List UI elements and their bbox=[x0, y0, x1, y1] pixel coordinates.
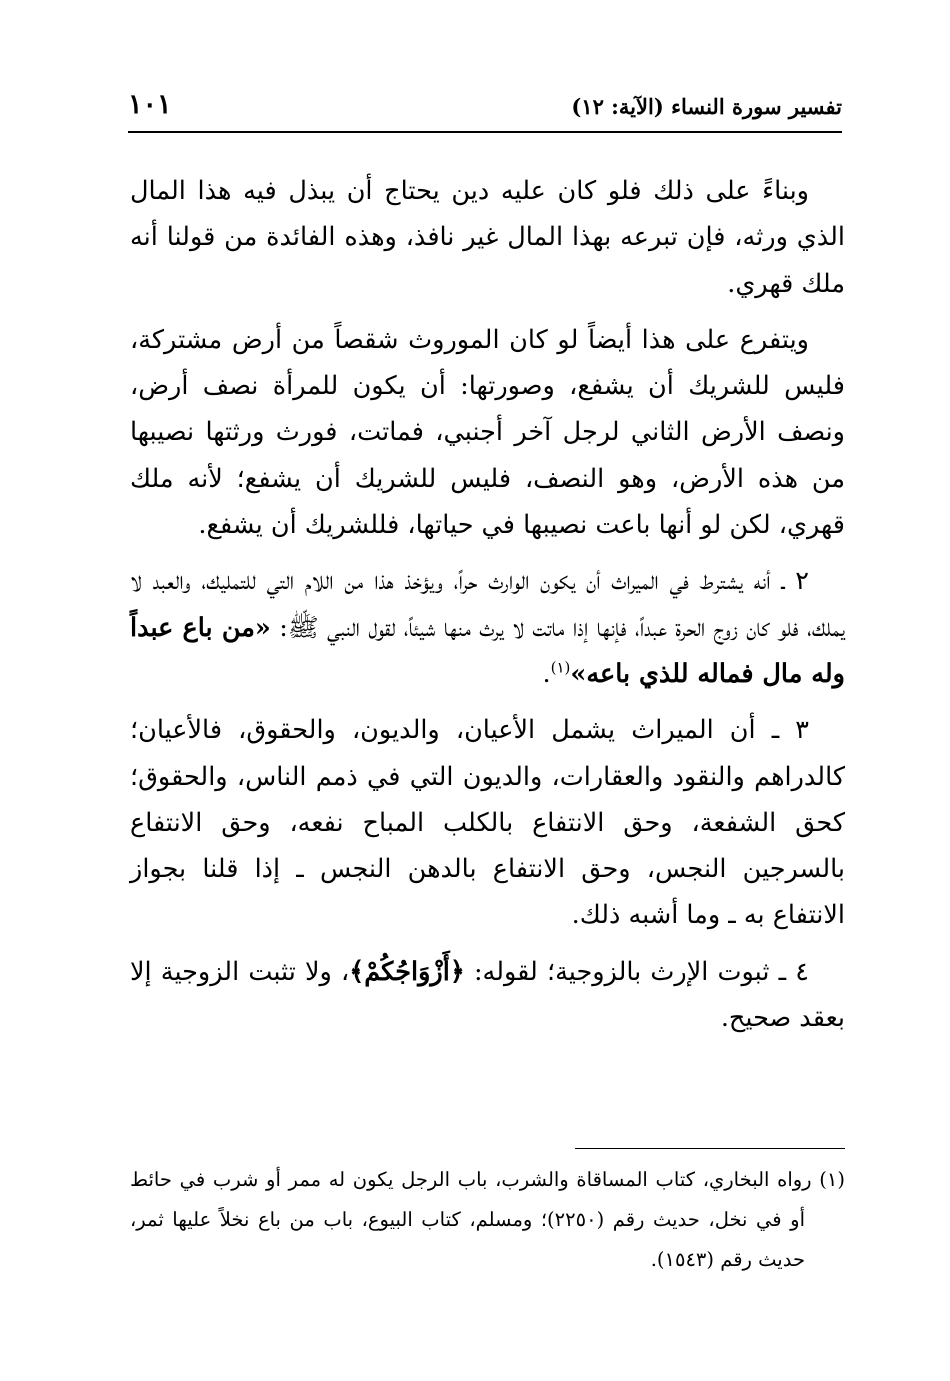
paragraph-5-end: ، ولا تثبت الزوجية إلا بعقد صحيح. bbox=[130, 956, 845, 1034]
paragraph-3-text: ٢ ـ أنه يشترط في الميراث أن يكون الوارث حراً، ويؤخذ هذا من اللام التي للتمليك، والعبد لا يملك، فلو كان زوج الحرة عبداً، فإنها إذا ماتت لا يرث منها شيئاً، لقول النبي ﷺ: bbox=[130, 566, 845, 643]
footnote-divider bbox=[575, 1148, 845, 1149]
running-title: تفسير سورة النساء (الآية: ١٢) bbox=[571, 94, 842, 119]
paragraph-3-end: . bbox=[542, 658, 551, 689]
paragraph-1: وبناءً على ذلك فلو كان عليه دين يحتاج أن يبذل فيه هذا المال الذي ورثه، فإن تبرعه بهذا المال غير نافذ، وهذه الفائدة من قولنا أنه ملك قهري. bbox=[130, 176, 845, 299]
page-header bbox=[128, 88, 842, 128]
footnote-1: (١) رواه البخاري، كتاب المساقاة والشرب، باب الرجل يكون له ممر أو شرب في حائط أو في نخل، حديث رقم (٢٢٥٠)؛ ومسلم، كتاب البيوع، باب من باع نخلاً عليها ثمر، حديث رقم (١٥٤٣). bbox=[130, 1168, 845, 1271]
header-divider bbox=[128, 131, 842, 133]
paragraph-4: ٣ ـ أن الميراث يشمل الأعيان، والديون، والحقوق، فالأعيان؛ كالدراهم والنقود والعقارات، والديون التي في ذمم الناس، والحقوق؛ كحق الشفعة، وحق الانتفاع بالكلب المباح نفعه، وحق الانتفاع بالسرجين النجس، وحق الانتفاع بالدهن النجس ـ إذا قلنا بجواز الانتفاع به ـ وما أشبه ذلك. bbox=[130, 715, 845, 931]
paragraph-5 bbox=[130, 949, 845, 1042]
page-number: ١٠١ bbox=[128, 89, 172, 120]
main-text bbox=[130, 168, 845, 1051]
paragraph-5-start: ٤ ـ ثبوت الإرث بالزوجية؛ لقوله: bbox=[473, 956, 809, 987]
quran-quote: ﴿أَزْوَاجُكُمْ﴾ bbox=[349, 956, 465, 987]
footnotes bbox=[130, 1160, 845, 1280]
paragraph-2: ويتفرع على هذا أيضاً لو كان الموروث شقصاً من أرض مشتركة، فليس للشريك أن يشفع، وصورتها: أن يكون للمرأة نصف أرض، ونصف الأرض الثاني لرجل آخر أجنبي، فماتت، فورث ورثتها نصيبها من هذه الأرض، وهو النصف، فليس للشريك أن يشفع؛ لأنه ملك قهري، لكن لو أنها باعت نصيبها في حياتها، فللشريك أن يشفع. bbox=[130, 324, 845, 541]
paragraph-3 bbox=[130, 558, 845, 697]
hadith-quote: «من باع عبداً وله مال فماله للذي باعه» bbox=[130, 612, 845, 689]
footnote-reference: (١) bbox=[550, 658, 571, 677]
